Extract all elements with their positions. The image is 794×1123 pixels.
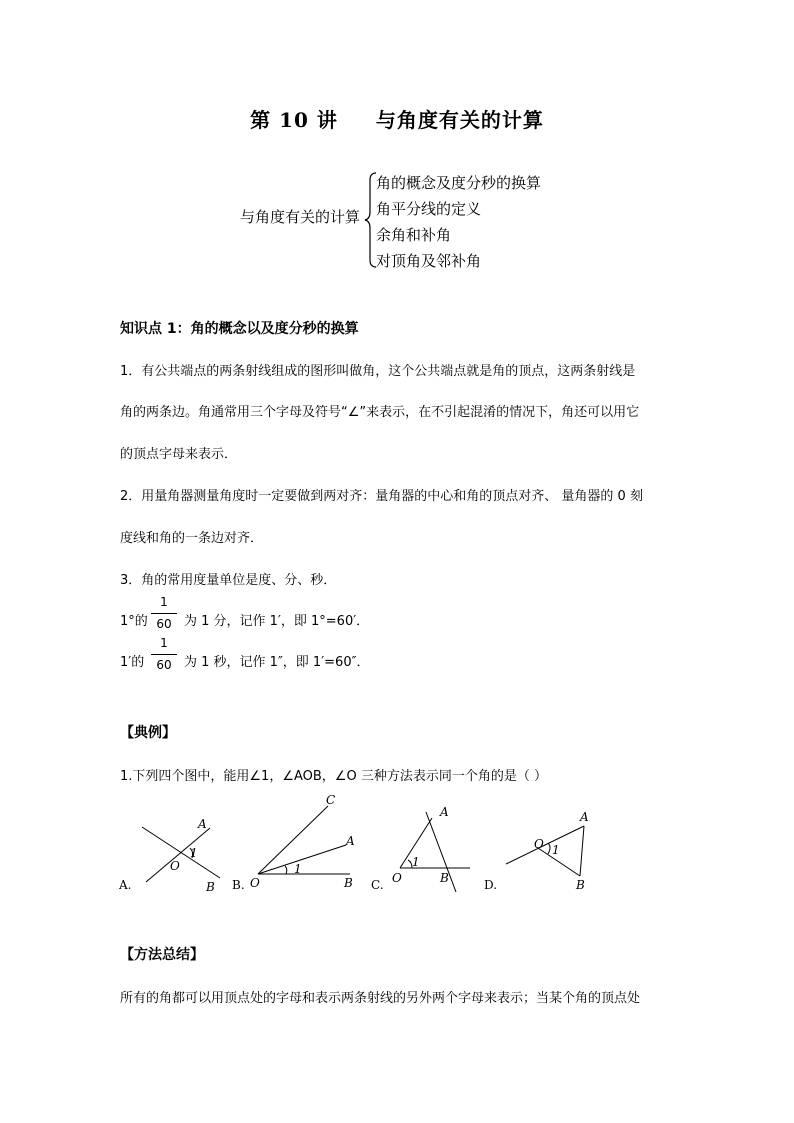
paragraph-2-line-2: 度线和角的一条边对齐． [120,531,264,546]
fraction-one-sixtieth [151,636,177,672]
figure-d [506,826,584,876]
page-title [0,104,794,133]
option-d-label: D. [484,878,498,892]
lesson-number: 第 10 讲 [250,108,338,132]
outline-root: 与角度有关的计算 [240,208,361,226]
figure-b-letter-c: C [326,793,336,807]
figure-c-angle-1: 1 [412,855,420,869]
figure-d-letter-a: A [580,810,589,824]
option-a-label: A. [119,878,132,892]
outline-items [376,172,541,276]
figure-c-letter-b: B [440,871,449,885]
figure-b [258,806,350,874]
minute-prefix: 1′的 [120,655,145,670]
figure-a [142,827,220,882]
fraction-numerator: 1 [160,636,168,650]
figure-a-angle-1: 1 [190,846,198,860]
outline-item: 余角和补角 [376,226,452,244]
outline-item: 对顶角及邻补角 [376,252,482,270]
figures [110,790,610,900]
paragraph-1-line-1: 1．有公共端点的两条射线组成的图形叫做角，这个公共端点就是角的顶点，这两条射线是 [120,364,636,379]
paragraph-1-line-3: 的顶点字母来表示． [120,447,238,462]
degree-prefix: 1°的 [120,614,148,629]
summary-text: 所有的角都可以用顶点处的字母和表示两条射线的另外两个字母来表示；当某个角的顶点处 [120,991,641,1006]
figure-b-letter-o: O [250,876,260,890]
figure-d-letter-o: O [534,837,544,851]
outline-item: 角的概念及度分秒的换算 [376,174,542,192]
paragraph-1-line-2: 角的两条边。角通常用三个字母及符号“∠”来表示，在不引起混淆的情况下，角还可以用它 [120,405,640,420]
example-question: 1.下列四个图中，能用∠1，∠AOB，∠O 三种方法表示同一个角的是（ ） [120,769,547,784]
minute-suffix: 为 1 秒，记作 1″，即 1′=60″． [184,655,370,670]
fraction-denominator: 60 [156,617,172,631]
figure-a-letter-a: A [198,817,207,831]
figure-d-letter-b: B [576,878,585,892]
figure-b-letter-b: B [344,876,353,890]
fraction-numerator: 1 [160,595,168,609]
figure-d-angle-1: 1 [552,843,560,857]
knowledge-heading: 知识点 1：角的概念以及度分秒的换算 [120,321,359,337]
example-heading: 【典例】 [120,725,176,741]
paragraph-3: 3．角的常用度量单位是度、分、秒． [120,573,337,588]
figure-a-letter-o: O [170,859,180,873]
outline-item: 角平分线的定义 [376,200,482,218]
fraction-denominator: 60 [156,658,172,672]
option-c-label: C. [371,878,384,892]
lesson-topic: 与角度有关的计算 [375,108,544,132]
paragraph-2-line-1: 2．用量角器测量角度时一定要做到两对齐：量角器的中心和角的顶点对齐、 量角器的 0 刻 [120,489,643,504]
figure-b-letter-a: A [346,834,355,848]
figure-c-letter-o: O [392,871,402,885]
figure-c-letter-a: A [440,805,449,819]
figure-a-letter-b: B [206,880,215,894]
option-b-label: B. [232,878,245,892]
fraction-one-sixtieth [151,595,177,631]
summary-heading: 【方法总结】 [120,947,204,963]
degree-suffix: 为 1 分，记作 1′，即 1°=60′． [184,614,370,629]
figure-c [400,812,470,892]
figure-b-angle-1: 1 [294,862,302,876]
